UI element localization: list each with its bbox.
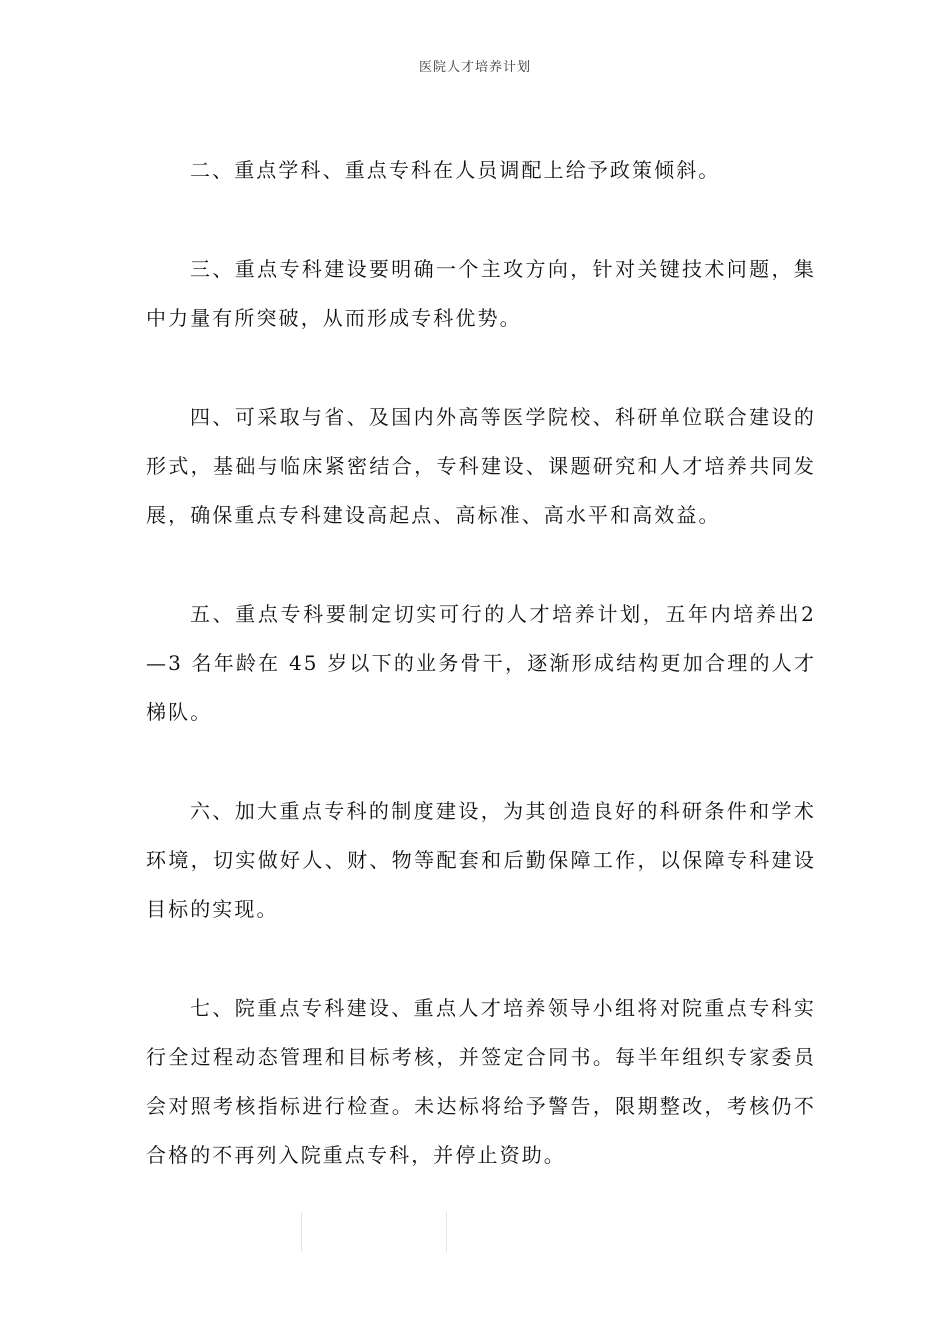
page-header-title: 医院人才培养计划 [418, 60, 531, 75]
footer-divider-right [446, 1212, 447, 1252]
paragraph-item-6: 六、加大重点专科的制度建设，为其创造良好的科研条件和学术环境，切实做好人、财、物等配套和后勤保障工作，以保障专科建设目标的实现。 [146, 799, 816, 921]
paragraph-item-5: 五、重点专科要制定切实可行的人才培养计划，五年内培养出2—3 名年龄在 45 岁以下的业务骨干，逐渐形成结构更加合理的人才梯队。 [146, 602, 816, 724]
document-body [146, 146, 816, 1230]
paragraph-item-7: 七、院重点专科建设、重点人才培养领导小组将对院重点专科实行全过程动态管理和目标考核，并签定合同书。每半年组织专家委员会对照考核指标进行检查。未达标将给予警告，限期整改，考核仍不合格的不再列入院重点专科，并停止资助。 [146, 996, 816, 1167]
paragraph-item-2: 二、重点学科、重点专科在人员调配上给予政策倾斜。 [190, 158, 721, 182]
paragraph-item-3: 三、重点专科建设要明确一个主攻方向，针对关键技术问题，集中力量有所突破，从而形成专科优势。 [146, 257, 816, 330]
footer-divider-left [301, 1212, 302, 1252]
paragraph-item-4: 四、可采取与省、及国内外高等医学院校、科研单位联合建设的形式，基础与临床紧密结合，专科建设、课题研究和人才培养共同发展，确保重点专科建设高起点、高标准、高水平和高效益。 [146, 405, 816, 527]
